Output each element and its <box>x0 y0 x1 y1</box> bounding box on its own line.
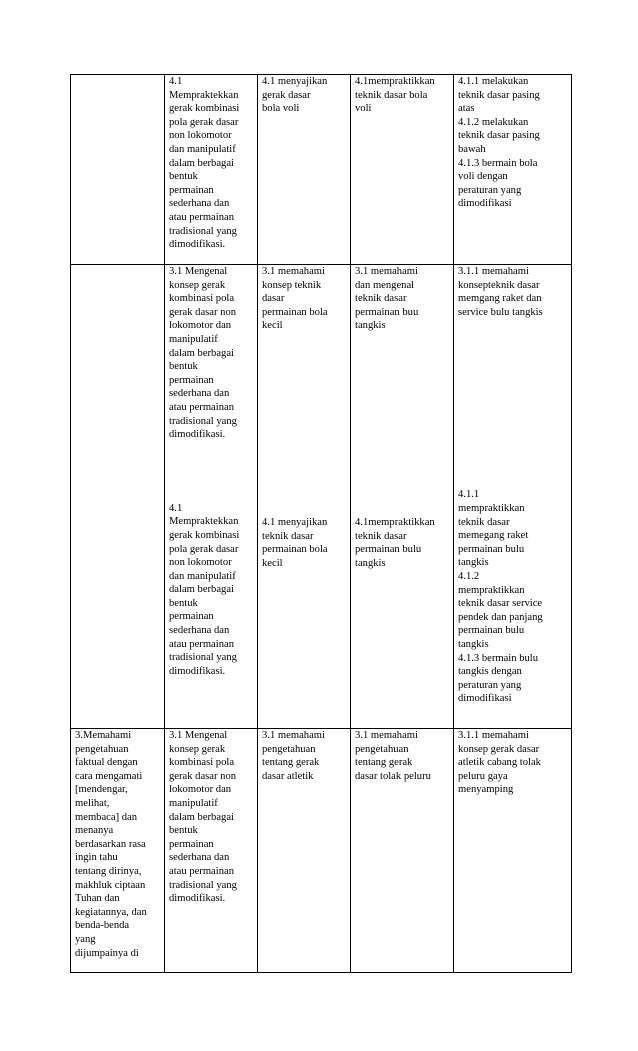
table-cell-competency <box>71 729 165 973</box>
cell-text: 4.1 Mempraktekkan gerak kombinasi pola gerak dasar non lokomotor dan manipulatif dalam berbagai bentuk permainan sederhana dan atau permainan tradisional yang dimodifikasi. <box>169 502 240 677</box>
table-cell-indicator <box>454 265 572 729</box>
table-row <box>71 265 572 729</box>
cell-spacer <box>262 333 346 516</box>
cell-spacer <box>458 319 567 488</box>
cell-spacer <box>169 442 253 502</box>
cell-text: 4.1 Mempraktekkan gerak kombinasi pola gerak dasar non lokomotor dan manipulatif dalam berbagai bentuk permainan sederhana dan atau permainan tradisional yang dimodifikasi. <box>169 76 240 251</box>
table-cell-objective <box>351 75 454 265</box>
cell-text: 3.1 memahami pengetahuan tentang gerak dasar tolak peluru <box>355 730 431 782</box>
table-cell-objective <box>351 729 454 973</box>
cell-text: 4.1.1 mempraktikkan teknik dasar memegang raket permainan bulu tangkis 4.1.2 mempraktikkan teknik dasar service pendek dan panjang permainan bulu tangkis 4.1.3 bermain bulu tangkis dengan peraturan yang dimodifikasi <box>458 489 543 705</box>
cell-text: 4.1.1 melakukan teknik dasar pasing atas 4.1.2 melakukan teknik dasar pasing bawah 4.1.3 bermain bola voli dengan peraturan yang dimodifikasi <box>458 76 540 210</box>
table-cell-competency <box>71 75 165 265</box>
cell-text: 3.Memahami pengetahuan faktual dengan cara mengamati [mendengar, melihat, membaca] dan menanya berdasarkan rasa ingin tahu tentang dirinya, makhluk ciptaan Tuhan dan kegiatannya, dan benda-benda yang dijumpainya di <box>75 730 147 959</box>
cell-text: 4.1mempraktikkan teknik dasar permainan bulu tangkis <box>355 516 435 569</box>
cell-text: 4.1 menyajikan teknik dasar permainan bola kecil <box>262 516 328 569</box>
table-cell-competency <box>71 265 165 729</box>
cell-text: 4.1mempraktikkan teknik dasar bola voli <box>355 76 435 115</box>
table-row <box>71 729 572 973</box>
table-cell-material <box>258 75 351 265</box>
table-cell-basic-competency <box>165 265 258 729</box>
table-cell-material <box>258 729 351 973</box>
table-cell-indicator <box>454 729 572 973</box>
table-row <box>71 75 572 265</box>
cell-text: 3.1 Mengenal konsep gerak kombinasi pola gerak dasar non lokomotor dan manipulatif dalam berbagai bentuk permainan sederhana dan atau permainan tradisional yang dimodifikasi. <box>169 266 237 441</box>
cell-text: 3.1 memahami konsep teknik dasar permainan bola kecil <box>262 266 328 332</box>
table-cell-basic-competency <box>165 729 258 973</box>
cell-text: 3.1 memahami dan mengenal teknik dasar permainan buu tangkis <box>355 266 419 332</box>
curriculum-table <box>70 74 572 973</box>
table-cell-material <box>258 265 351 729</box>
table-cell-indicator <box>454 75 572 265</box>
cell-spacer <box>355 333 449 516</box>
table-cell-objective <box>351 265 454 729</box>
cell-text: 3.1.1 memahami konsep gerak dasar atletik cabang tolak peluru gaya menyamping <box>458 730 541 796</box>
cell-text: 3.1 memahami pengetahuan tentang gerak dasar atletik <box>262 730 325 782</box>
table-cell-basic-competency <box>165 75 258 265</box>
cell-text: 3.1.1 memahami konsepteknik dasar memgang raket dan service bulu tangkis <box>458 266 543 318</box>
cell-text: 3.1 Mengenal konsep gerak kombinasi pola gerak dasar non lokomotor dan manipulatif dalam berbagai bentuk permainan sederhana dan atau permainan tradisional yang dimodifikasi. <box>169 730 237 905</box>
cell-text: 4.1 menyajikan gerak dasar bola voli <box>262 76 328 115</box>
